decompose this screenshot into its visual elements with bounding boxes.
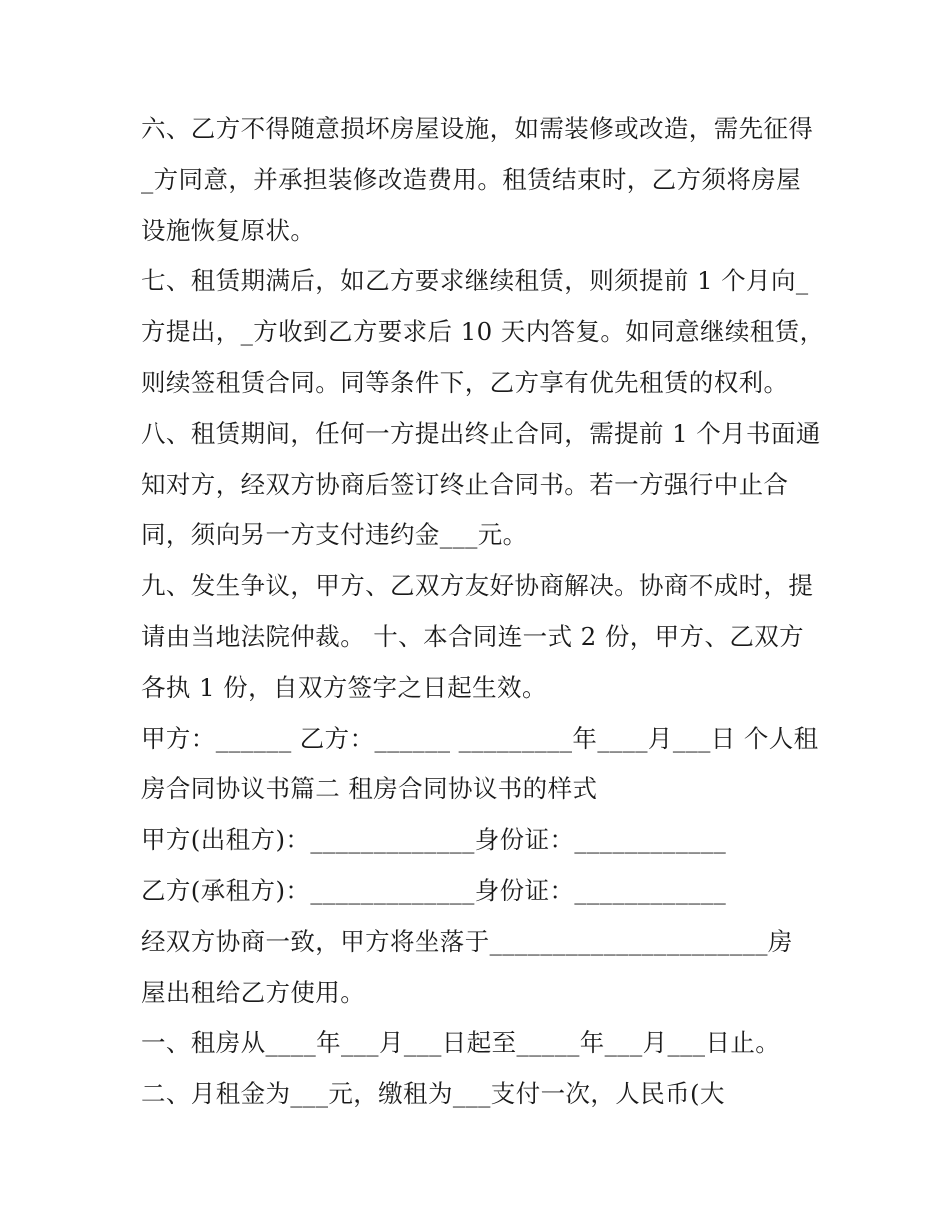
- text-line: 七、租赁期满后，如乙方要求继续租赁，则须提前 1 个月向_: [141, 266, 809, 296]
- text-line: 甲方：______ 乙方：______ _________年____月___日 个人租: [141, 723, 819, 753]
- text-line: 设施恢复原状。: [141, 215, 316, 245]
- contract-text: [141, 104, 825, 1120]
- text-line: 乙方(承租方)：_____________身份证：____________: [141, 875, 727, 905]
- text-line: 甲方(出租方)：_____________身份证：____________: [141, 825, 727, 855]
- text-line: 六、乙方不得随意损坏房屋设施，如需装修或改造，需先征得: [141, 114, 814, 143]
- text-line: 八、租赁期间，任何一方提出终止合同，需提前 1 个月书面通: [141, 418, 821, 448]
- text-line: 经双方协商一致，甲方将坐落于______________________房: [141, 926, 793, 956]
- text-line: 则续签租赁合同。同等条件下，乙方享有优先租赁的权利。: [141, 367, 789, 397]
- text-line: 一、租房从____年___月___日起至_____年___月___日止。: [141, 1028, 781, 1058]
- text-line: _方同意，并承担装修改造费用。租赁结束时，乙方须将房屋: [141, 164, 802, 194]
- text-line: 房合同协议书篇二 租房合同协议书的样式: [141, 774, 598, 804]
- text-line: 同，须向另一方支付违约金___元。: [141, 520, 528, 550]
- text-line: 屋出租给乙方使用。: [141, 977, 366, 1007]
- text-line: 二、月租金为___元，缴租为___支付一次，人民币(大: [141, 1079, 725, 1109]
- text-line: 请由当地法院仲裁。 十、本合同连一式 2 份，甲方、乙双方: [141, 621, 805, 651]
- text-line: 各执 1 份，自双方签字之日起生效。: [141, 672, 547, 702]
- text-line: 九、发生争议，甲方、乙双方友好协商解决。协商不成时，提: [141, 571, 814, 601]
- text-line: 方提出，_方收到乙方要求后 10 天内答复。如同意继续租赁，: [141, 317, 825, 347]
- text-line: 知对方，经双方协商后签订终止合同书。若一方强行中止合: [141, 469, 789, 499]
